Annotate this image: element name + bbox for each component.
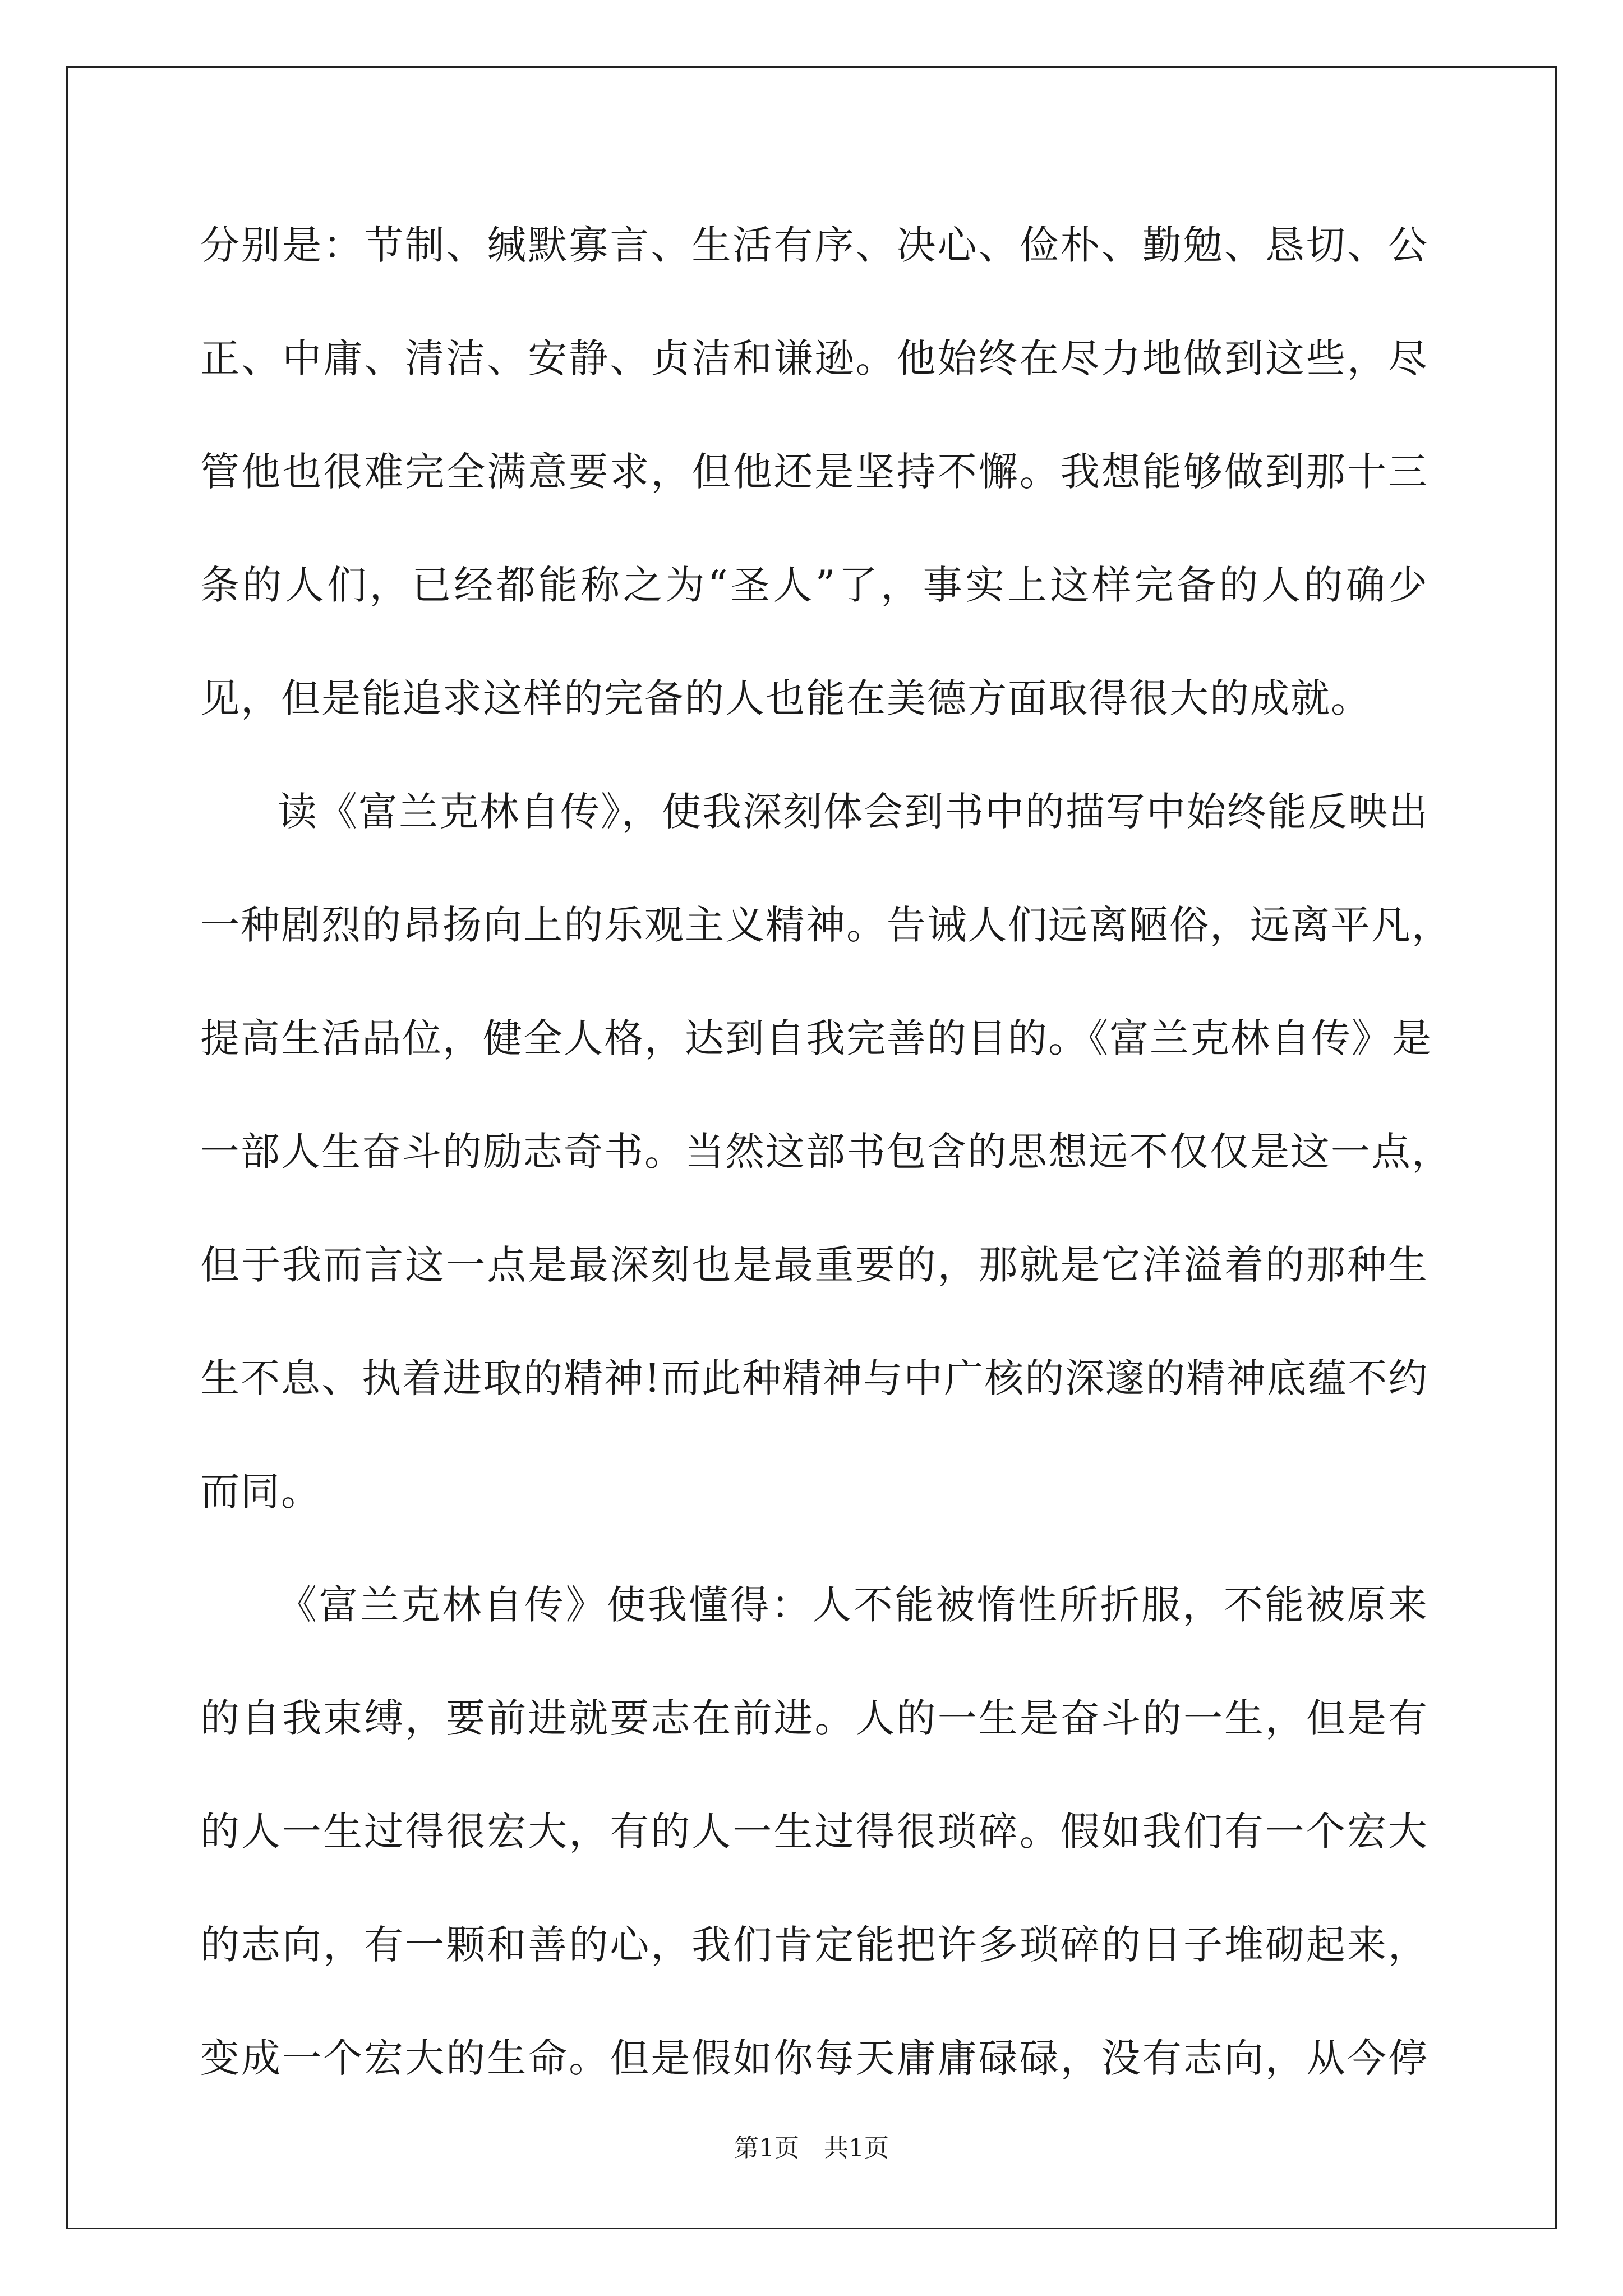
- text-line: 一种剧烈的昂扬向上的乐观主义精神。告诫人们远离陋俗，远离平凡，: [200, 902, 1452, 948]
- text-line: 一部人生奋斗的励志奇书。当然这部书包含的思想远不仅仅是这一点，: [200, 1129, 1452, 1175]
- text-line: 的自我束缚，要前进就要志在前进。人的一生是奋斗的一生，但是有: [200, 1695, 1428, 1741]
- text-line: 条的人们，已经都能称之为“圣人”了，事实上这样完备的人的确少: [200, 562, 1428, 608]
- text-line: 的志向，有一颗和善的心，我们肯定能把许多琐碎的日子堆砌起来，: [200, 1922, 1428, 1968]
- paragraph-3: [200, 1568, 1428, 2135]
- paragraph-2: [200, 775, 1452, 1568]
- text-line: 读《富兰克林自传》，使我深刻体会到书中的描写中始终能反映出: [278, 789, 1429, 835]
- text-line: 正、中庸、清洁、安静、贞洁和谦逊。他始终在尽力地做到这些，尽: [200, 335, 1428, 381]
- page-footer: 第1页 共1页: [734, 2134, 889, 2162]
- text-line: 见，但是能追求这样的完备的人也能在美德方面取得很大的成就。: [200, 675, 1371, 721]
- text-line: 分别是：节制、缄默寡言、生活有序、决心、俭朴、勤勉、恳切、公: [200, 222, 1428, 268]
- text-line: 生不息、执着进取的精神!而此种精神与中广核的深邃的精神底蕴不约: [200, 1355, 1429, 1401]
- text-line: 变成一个宏大的生命。但是假如你每天庸庸碌碌，没有志向，从今停: [200, 2035, 1428, 2081]
- text-line: 管他也很难完全满意要求，但他还是坚持不懈。我想能够做到那十三: [200, 449, 1428, 495]
- text-line: 《富兰克林自传》使我懂得：人不能被惰性所折服，不能被原来: [278, 1582, 1428, 1628]
- paragraph-1: [200, 209, 1428, 775]
- text-line: 提高生活品位，健全人格，达到自我完善的目的。《富兰克林自传》是: [200, 1015, 1432, 1061]
- text-line: 而同。: [200, 1469, 321, 1515]
- document-body: [200, 209, 1452, 2135]
- text-line: 但于我而言这一点是最深刻也是最重要的，那就是它洋溢着的那种生: [200, 1242, 1428, 1288]
- text-line: 的人一生过得很宏大，有的人一生过得很琐碎。假如我们有一个宏大: [200, 1809, 1428, 1855]
